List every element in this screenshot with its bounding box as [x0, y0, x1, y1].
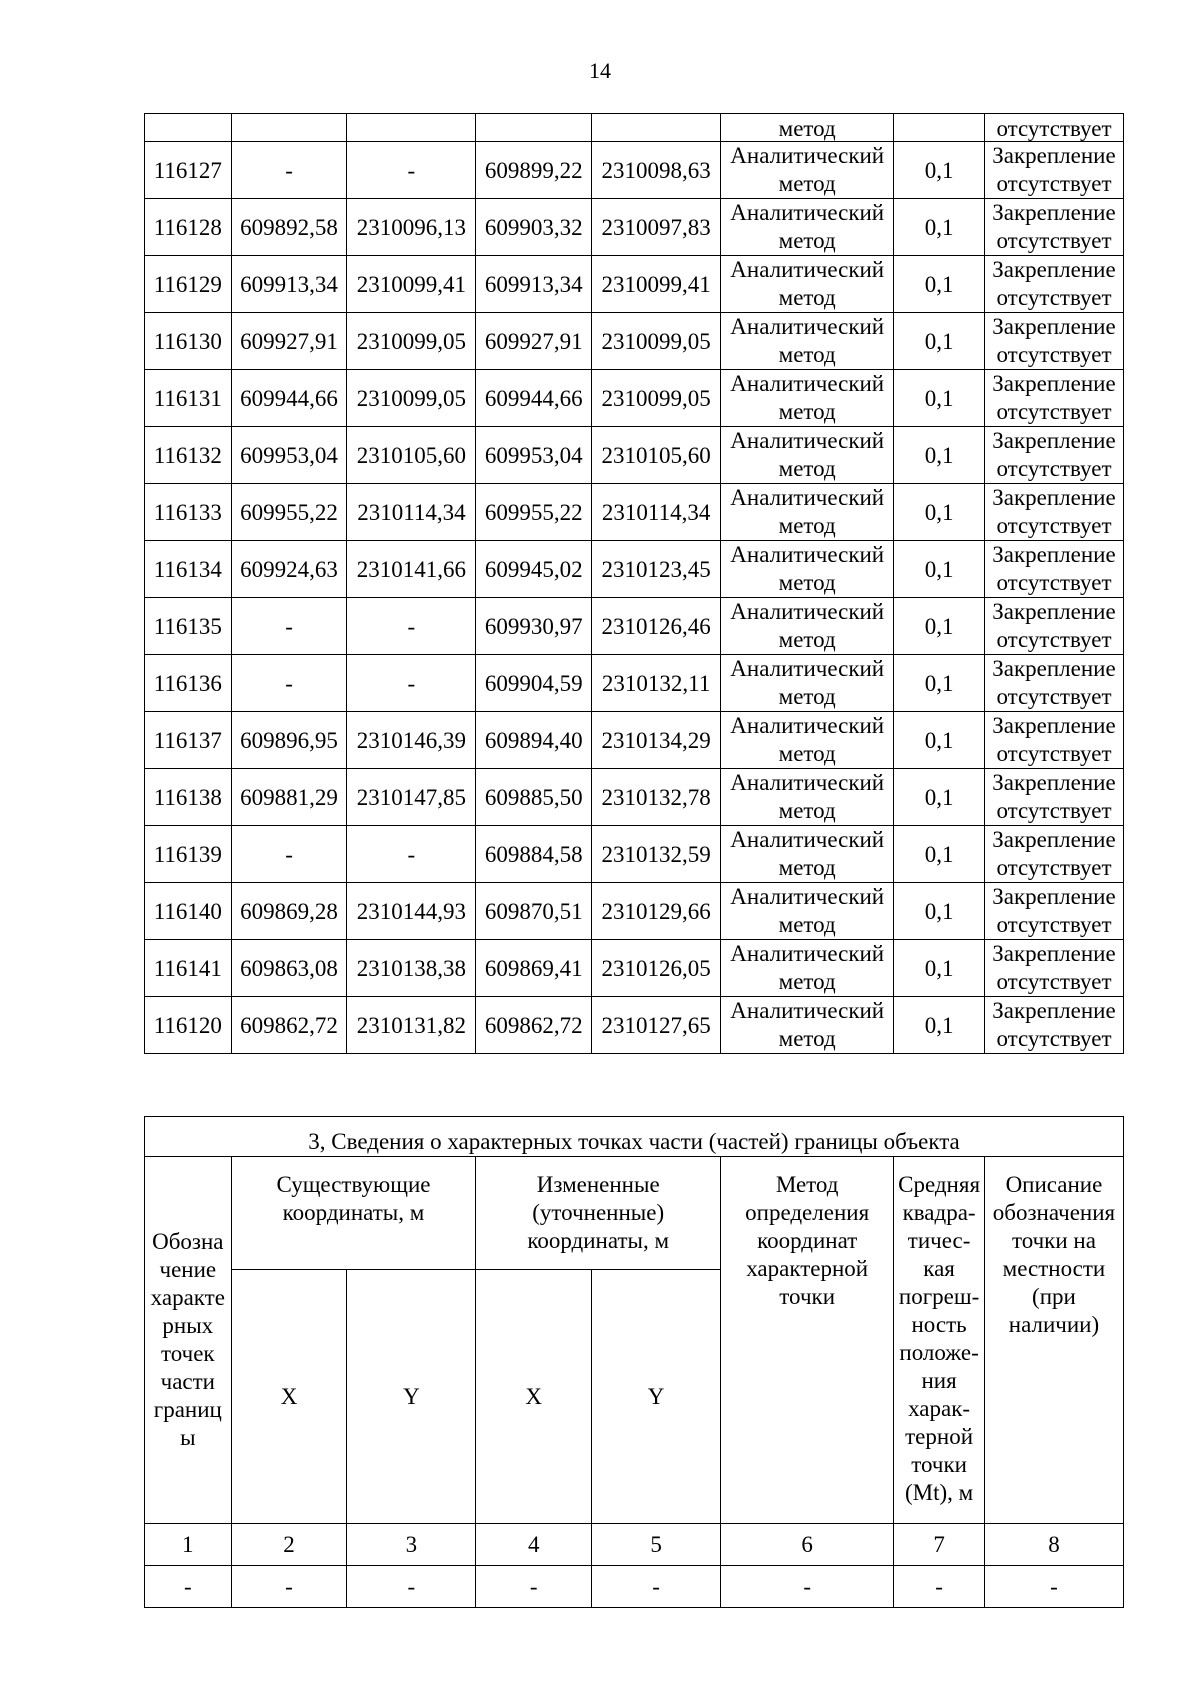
fixation-text: отсутствует — [996, 741, 1112, 766]
changed-y: 2310105,60 — [592, 427, 721, 484]
mt-value: 0,1 — [894, 598, 985, 655]
fixation-text: отсутствует — [996, 684, 1112, 709]
point-id: 116137 — [145, 712, 232, 769]
method-cell — [721, 940, 894, 997]
method-cell — [721, 883, 894, 940]
point-id: 116138 — [145, 769, 232, 826]
changed-y: 2310126,05 — [592, 940, 721, 997]
changed-y: 2310126,46 — [592, 598, 721, 655]
fixation-text: Закрепление — [992, 770, 1116, 795]
method-text: метод — [778, 855, 836, 880]
method-text: метод — [778, 570, 836, 595]
fixation-text: отсутствует — [996, 798, 1112, 823]
empty-value: - — [231, 1566, 347, 1608]
fixation-cell — [984, 940, 1123, 997]
method-text: метод — [778, 342, 836, 367]
changed-x: 609899,22 — [476, 142, 592, 199]
fixation-text: Закрепление — [992, 257, 1116, 282]
method-text: Аналитический — [730, 542, 885, 567]
changed-y: 2310132,59 — [592, 826, 721, 883]
fixation-text: Закрепление — [992, 827, 1116, 852]
fixation-text: Закрепление — [992, 542, 1116, 567]
mt-value: 0,1 — [894, 142, 985, 199]
fixation-text: отсутствует — [996, 1026, 1112, 1051]
method-text: Аналитический — [730, 770, 885, 795]
mt-value: 0,1 — [894, 313, 985, 370]
method-cell — [721, 997, 894, 1054]
table-row — [145, 484, 1124, 541]
existing-y: - — [347, 142, 476, 199]
changed-x: 609930,97 — [476, 598, 592, 655]
changed-y: 2310099,41 — [592, 256, 721, 313]
method-text: метод — [778, 456, 836, 481]
changed-y: 2310132,11 — [592, 655, 721, 712]
changed-y: 2310098,63 — [592, 142, 721, 199]
fixation-text: отсутствует — [996, 570, 1112, 595]
mt-value: 0,1 — [894, 997, 985, 1054]
header-x-existing: X — [231, 1270, 347, 1524]
changed-x: 609953,04 — [476, 427, 592, 484]
method-text: Аналитический — [730, 257, 885, 282]
method-text: Аналитический — [730, 143, 885, 168]
method-cell — [721, 769, 894, 826]
part-boundary-points-table — [144, 1116, 1124, 1608]
fixation-text: отсутствует — [996, 969, 1112, 994]
method-cell — [721, 199, 894, 256]
method-text: метод — [778, 285, 836, 310]
fixation-text: Закрепление — [992, 428, 1116, 453]
point-id: 116130 — [145, 313, 232, 370]
empty-value: - — [145, 1566, 232, 1608]
table-row — [145, 769, 1124, 826]
changed-y: 2310097,83 — [592, 199, 721, 256]
fixation-text: Закрепление — [992, 485, 1116, 510]
column-index: 3 — [347, 1524, 476, 1566]
header-description: Описание обозначения точки на местности (при наличии) — [984, 1157, 1123, 1524]
existing-x: 609944,66 — [231, 370, 347, 427]
changed-x: 609862,72 — [476, 997, 592, 1054]
existing-y: - — [347, 826, 476, 883]
existing-x: 609881,29 — [231, 769, 347, 826]
existing-x: - — [231, 655, 347, 712]
table-row — [145, 114, 1124, 142]
column-index: 7 — [894, 1524, 985, 1566]
existing-y: - — [347, 598, 476, 655]
existing-y: 2310144,93 — [347, 883, 476, 940]
fixation-text: Закрепление — [992, 656, 1116, 681]
fixation-cell — [984, 427, 1123, 484]
mt-value: 0,1 — [894, 427, 985, 484]
column-index: 5 — [592, 1524, 721, 1566]
fixation-cell — [984, 769, 1123, 826]
method-text: метод — [778, 228, 836, 253]
method-text: метод — [778, 798, 836, 823]
table-row — [145, 712, 1124, 769]
changed-y: 2310123,45 — [592, 541, 721, 598]
column-index: 8 — [984, 1524, 1123, 1566]
fixation-text: отсутствует — [996, 285, 1112, 310]
fixation-text: отсутствует — [996, 171, 1112, 196]
fixation-text: отсутствует — [996, 513, 1112, 538]
header-y-existing: Y — [347, 1270, 476, 1524]
empty-value: - — [476, 1566, 592, 1608]
mt-value: 0,1 — [894, 541, 985, 598]
column-index: 6 — [721, 1524, 894, 1566]
table-row — [145, 142, 1124, 199]
existing-y: 2310141,66 — [347, 541, 476, 598]
point-id: 116132 — [145, 427, 232, 484]
point-id: 116141 — [145, 940, 232, 997]
method-text: метод — [778, 912, 836, 937]
changed-x: 609894,40 — [476, 712, 592, 769]
changed-x: 609885,50 — [476, 769, 592, 826]
existing-y: 2310096,13 — [347, 199, 476, 256]
method-cell — [721, 598, 894, 655]
fixation-cell — [984, 199, 1123, 256]
header-designation: Обозна чение характе рных точек части границ ы — [145, 1157, 232, 1524]
method-text: метод — [778, 969, 836, 994]
mt-value: 0,1 — [894, 655, 985, 712]
changed-y: 2310134,29 — [592, 712, 721, 769]
fixation-cell — [984, 484, 1123, 541]
fixation-text: Закрепление — [992, 371, 1116, 396]
header-changed-coordinates: Измененные (уточненные) координаты, м — [476, 1157, 721, 1270]
fixation-cell — [984, 370, 1123, 427]
changed-x: 609904,59 — [476, 655, 592, 712]
method-text: Аналитический — [730, 428, 885, 453]
empty-value: - — [347, 1566, 476, 1608]
table-row — [145, 313, 1124, 370]
mt-value: 0,1 — [894, 712, 985, 769]
fixation-text: Закрепление — [992, 314, 1116, 339]
table-row — [145, 199, 1124, 256]
fixation-cell — [984, 598, 1123, 655]
fixation-cell — [984, 655, 1123, 712]
header-error: Средняя квадра- тичес- кая погреш- ность положе- ния харак- терной точки (Mt), м — [894, 1157, 985, 1524]
method-cell — [721, 313, 894, 370]
coordinates-table — [144, 113, 1124, 1054]
fixation-text: отсутствует — [996, 627, 1112, 652]
existing-y: 2310147,85 — [347, 769, 476, 826]
existing-x: 609862,72 — [231, 997, 347, 1054]
method-text: Аналитический — [730, 371, 885, 396]
table-row — [145, 997, 1124, 1054]
existing-x: - — [231, 826, 347, 883]
existing-y: 2310114,34 — [347, 484, 476, 541]
empty-value: - — [984, 1566, 1123, 1608]
point-id: 116120 — [145, 997, 232, 1054]
existing-x: 609955,22 — [231, 484, 347, 541]
point-id: 116127 — [145, 142, 232, 199]
point-id: 116139 — [145, 826, 232, 883]
fixation-text: отсутствует — [996, 342, 1112, 367]
empty-value: - — [721, 1566, 894, 1608]
method-cell: метод — [721, 114, 894, 142]
point-id: 116133 — [145, 484, 232, 541]
existing-x: 609892,58 — [231, 199, 347, 256]
empty-value: - — [592, 1566, 721, 1608]
method-text: метод — [778, 171, 836, 196]
table-row — [145, 370, 1124, 427]
table-row — [145, 826, 1124, 883]
fixation-cell — [984, 826, 1123, 883]
fixation-text: Закрепление — [992, 599, 1116, 624]
method-cell — [721, 370, 894, 427]
fixation-cell — [984, 997, 1123, 1054]
existing-y: 2310099,05 — [347, 313, 476, 370]
existing-x: 609896,95 — [231, 712, 347, 769]
method-text: Аналитический — [730, 884, 885, 909]
method-text: Аналитический — [730, 314, 885, 339]
fixation-cell — [984, 712, 1123, 769]
method-cell — [721, 712, 894, 769]
point-id: 116129 — [145, 256, 232, 313]
existing-x: 609869,28 — [231, 883, 347, 940]
table-row — [145, 1566, 1124, 1608]
table-row — [145, 655, 1124, 712]
method-text: Аналитический — [730, 827, 885, 852]
method-text: метод — [778, 1026, 836, 1051]
fixation-text: Закрепление — [992, 713, 1116, 738]
method-text: метод — [778, 399, 836, 424]
fixation-text: Закрепление — [992, 998, 1116, 1023]
mt-value: 0,1 — [894, 256, 985, 313]
mt-value: 0,1 — [894, 940, 985, 997]
table-row — [145, 598, 1124, 655]
method-cell — [721, 142, 894, 199]
method-cell — [721, 541, 894, 598]
column-index: 1 — [145, 1524, 232, 1566]
method-text: Аналитический — [730, 998, 885, 1023]
header-y-changed: Y — [592, 1270, 721, 1524]
mt-value: 0,1 — [894, 484, 985, 541]
method-cell — [721, 484, 894, 541]
method-text: Аналитический — [730, 599, 885, 624]
method-cell — [721, 655, 894, 712]
mt-value: 0,1 — [894, 883, 985, 940]
mt-value: 0,1 — [894, 199, 985, 256]
fixation-text: Закрепление — [992, 941, 1116, 966]
method-text: метод — [778, 627, 836, 652]
fixation-text: Закрепление — [992, 884, 1116, 909]
method-text: Аналитический — [730, 200, 885, 225]
fixation-cell — [984, 883, 1123, 940]
point-id: 116140 — [145, 883, 232, 940]
mt-value: 0,1 — [894, 370, 985, 427]
header-method: Метод определения координат характерной точки — [721, 1157, 894, 1524]
empty-value: - — [894, 1566, 985, 1608]
method-cell — [721, 427, 894, 484]
existing-x: 609953,04 — [231, 427, 347, 484]
table-row — [145, 940, 1124, 997]
changed-y: 2310114,34 — [592, 484, 721, 541]
changed-x: 609913,34 — [476, 256, 592, 313]
mt-value: 0,1 — [894, 769, 985, 826]
table-row — [145, 541, 1124, 598]
changed-x: 609884,58 — [476, 826, 592, 883]
changed-y: 2310129,66 — [592, 883, 721, 940]
fixation-cell — [984, 313, 1123, 370]
changed-x: 609927,91 — [476, 313, 592, 370]
changed-x: 609944,66 — [476, 370, 592, 427]
changed-x: 609955,22 — [476, 484, 592, 541]
column-index: 2 — [231, 1524, 347, 1566]
mt-value: 0,1 — [894, 826, 985, 883]
column-index-row — [145, 1524, 1124, 1566]
method-cell — [721, 256, 894, 313]
existing-x: - — [231, 598, 347, 655]
header-x-changed: X — [476, 1270, 592, 1524]
existing-y: - — [347, 655, 476, 712]
method-text: Аналитический — [730, 485, 885, 510]
page-number: 14 — [589, 58, 611, 83]
fixation-cell — [984, 256, 1123, 313]
method-text: метод — [778, 513, 836, 538]
table-row — [145, 427, 1124, 484]
fixation-cell — [984, 142, 1123, 199]
existing-x: 609863,08 — [231, 940, 347, 997]
method-text: Аналитический — [730, 941, 885, 966]
changed-y: 2310127,65 — [592, 997, 721, 1054]
changed-x: 609945,02 — [476, 541, 592, 598]
fixation-text: отсутствует — [996, 399, 1112, 424]
table-row — [145, 256, 1124, 313]
existing-x: 609913,34 — [231, 256, 347, 313]
changed-x: 609869,41 — [476, 940, 592, 997]
fixation-text: отсутствует — [996, 456, 1112, 481]
fixation-text: отсутствует — [996, 228, 1112, 253]
existing-x: 609924,63 — [231, 541, 347, 598]
changed-y: 2310099,05 — [592, 313, 721, 370]
existing-y: 2310131,82 — [347, 997, 476, 1054]
point-id: 116131 — [145, 370, 232, 427]
changed-y: 2310099,05 — [592, 370, 721, 427]
point-id: 116135 — [145, 598, 232, 655]
fixation-cell — [984, 541, 1123, 598]
existing-y: 2310146,39 — [347, 712, 476, 769]
changed-x: 609903,32 — [476, 199, 592, 256]
method-text: метод — [778, 741, 836, 766]
point-id: 116128 — [145, 199, 232, 256]
existing-y: 2310099,05 — [347, 370, 476, 427]
fixation-text: отсутствует — [996, 912, 1112, 937]
point-id: 116134 — [145, 541, 232, 598]
section-title: 3, Сведения о характерных точках части (частей) границы объекта — [145, 1117, 1124, 1157]
existing-x: 609927,91 — [231, 313, 347, 370]
method-text: Аналитический — [730, 713, 885, 738]
existing-y: 2310105,60 — [347, 427, 476, 484]
existing-y: 2310138,38 — [347, 940, 476, 997]
fixation-text: Закрепление — [992, 143, 1116, 168]
method-text: Аналитический — [730, 656, 885, 681]
fixation-text: Закрепление — [992, 200, 1116, 225]
point-id: 116136 — [145, 655, 232, 712]
method-cell — [721, 826, 894, 883]
table-row — [145, 883, 1124, 940]
existing-x: - — [231, 142, 347, 199]
changed-y: 2310132,78 — [592, 769, 721, 826]
header-existing-coordinates: Существующие координаты, м — [231, 1157, 476, 1270]
fixation-text: отсутствует — [996, 855, 1112, 880]
existing-y: 2310099,41 — [347, 256, 476, 313]
changed-x: 609870,51 — [476, 883, 592, 940]
column-index: 4 — [476, 1524, 592, 1566]
fixation-cell: отсутствует — [984, 114, 1123, 142]
method-text: метод — [778, 684, 836, 709]
